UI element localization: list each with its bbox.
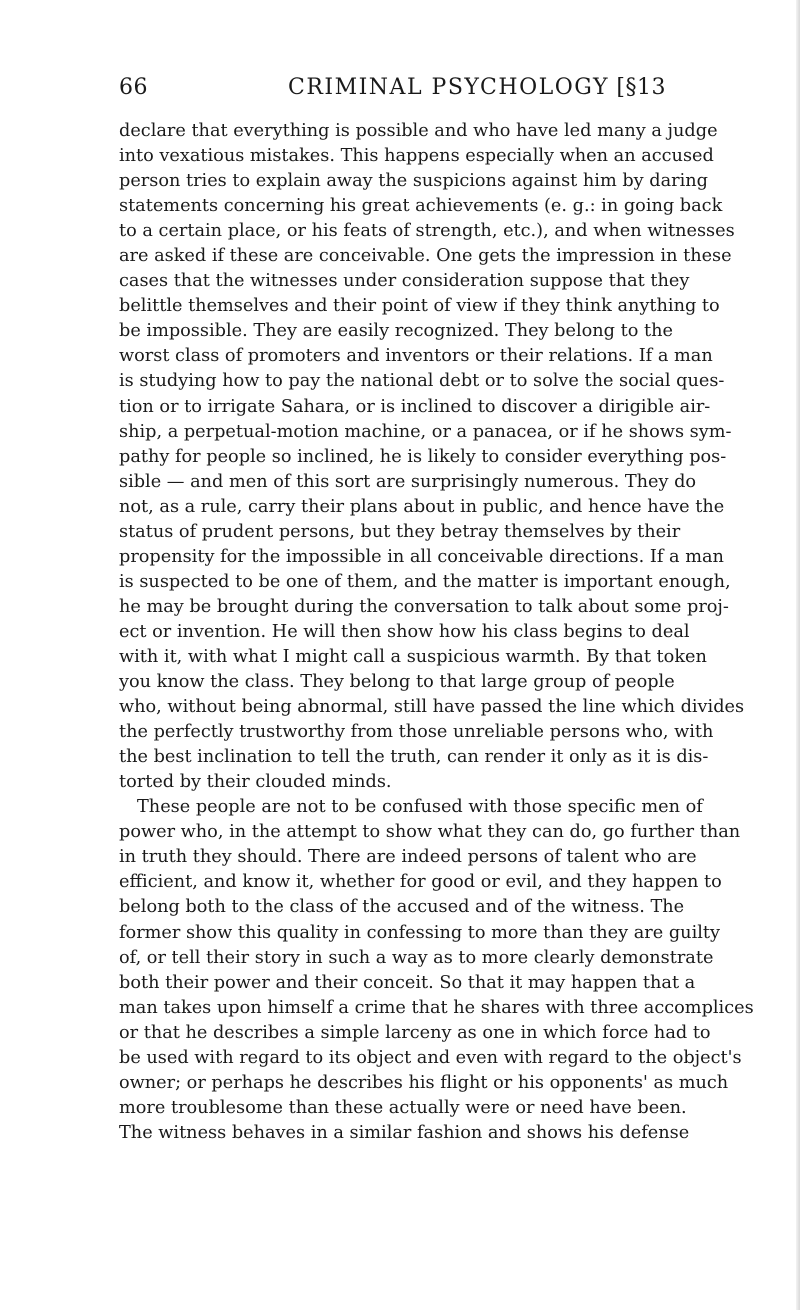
- text-line: power who, in the attempt to show what they can do, go further than: [119, 822, 741, 843]
- text-line: torted by their clouded minds.: [119, 772, 392, 793]
- text-line: or that he describes a simple larceny as one in which force had to: [119, 1022, 711, 1043]
- section-marker: [§13: [616, 75, 666, 100]
- text-line: sible — and men of this sort are surprisingly numerous. They do: [119, 471, 697, 492]
- text-line: in truth they should. There are indeed persons of talent who are: [119, 847, 697, 868]
- text-line: cases that the witnesses under consideration suppose that they: [119, 271, 690, 292]
- running-title: CRIMINAL PSYCHOLOGY: [288, 75, 609, 100]
- text-line: the best inclination to tell the truth, can render it only as it is dis-: [119, 747, 709, 768]
- text-line: more troublesome than these actually were or need have been.: [119, 1097, 687, 1118]
- page-number: 66: [119, 75, 148, 100]
- text-line: declare that everything is possible and who have led many a judge: [119, 121, 718, 141]
- text-line: is suspected to be one of them, and the matter is important enough,: [119, 571, 731, 592]
- text-line: efficient, and know it, whether for good or evil, and they happen to: [119, 872, 722, 893]
- text-line: These people are not to be confused with those specific men of: [137, 797, 703, 818]
- text-line: belittle themselves and their point of view if they think anything to: [119, 296, 720, 317]
- text-line: into vexatious mistakes. This happens especially when an accused: [119, 146, 714, 167]
- text-line: man takes upon himself a crime that he shares with three accomplices: [119, 997, 754, 1018]
- text-line: are asked if these are conceivable. One gets the impression in these: [119, 246, 732, 267]
- text-line: tion or to irrigate Sahara, or is inclined to discover a dirigible air-: [119, 396, 711, 417]
- text-line: status of prudent persons, but they betray themselves by their: [119, 521, 681, 542]
- text-line: statements concerning his great achievements (e. g.: in going back: [119, 196, 723, 217]
- running-head: [119, 72, 666, 104]
- text-line: with it, with what I might call a suspicious warmth. By that token: [119, 646, 707, 667]
- text-line: he may be brought during the conversation to talk about some proj-: [119, 596, 729, 617]
- text-line: is studying how to pay the national debt or to solve the social ques-: [119, 371, 725, 392]
- text-line: to a certain place, or his feats of strength, etc.), and when witnesses: [119, 221, 735, 242]
- text-line: the perfectly trustworthy from those unreliable persons who, with: [119, 722, 714, 743]
- text-line: worst class of promoters and inventors or their relations. If a man: [119, 346, 713, 367]
- text-line: ship, a perpetual-motion machine, or a panacea, or if he shows sym-: [119, 421, 732, 442]
- text-line: be used with regard to its object and even with regard to the object's: [119, 1047, 742, 1068]
- text-line: person tries to explain away the suspicions against him by daring: [119, 171, 708, 192]
- body-text: [119, 119, 754, 1146]
- text-line: not, as a rule, carry their plans about in public, and hence have the: [119, 496, 725, 517]
- text-line: belong both to the class of the accused and of the witness. The: [119, 897, 685, 918]
- page-edge: [796, 0, 800, 1310]
- text-line: both their power and their conceit. So that it may happen that a: [119, 972, 696, 993]
- text-line: who, without being abnormal, still have passed the line which divides: [119, 697, 745, 718]
- text-line: you know the class. They belong to that large group of people: [119, 672, 675, 693]
- text-line: owner; or perhaps he describes his flight or his opponents' as much: [119, 1072, 729, 1093]
- text-line: propensity for the impossible in all conceivable directions. If a man: [119, 546, 724, 567]
- text-line: ect or invention. He will then show how his class begins to deal: [119, 621, 690, 642]
- text-line: former show this quality in confessing to more than they are guilty: [119, 922, 720, 943]
- text-line: The witness behaves in a similar fashion and shows his defense: [119, 1122, 690, 1143]
- text-line: pathy for people so inclined, he is likely to consider everything pos-: [119, 446, 727, 467]
- text-line: be impossible. They are easily recognized. They belong to the: [119, 321, 673, 342]
- text-line: of, or tell their story in such a way as to more clearly demonstrate: [119, 947, 714, 968]
